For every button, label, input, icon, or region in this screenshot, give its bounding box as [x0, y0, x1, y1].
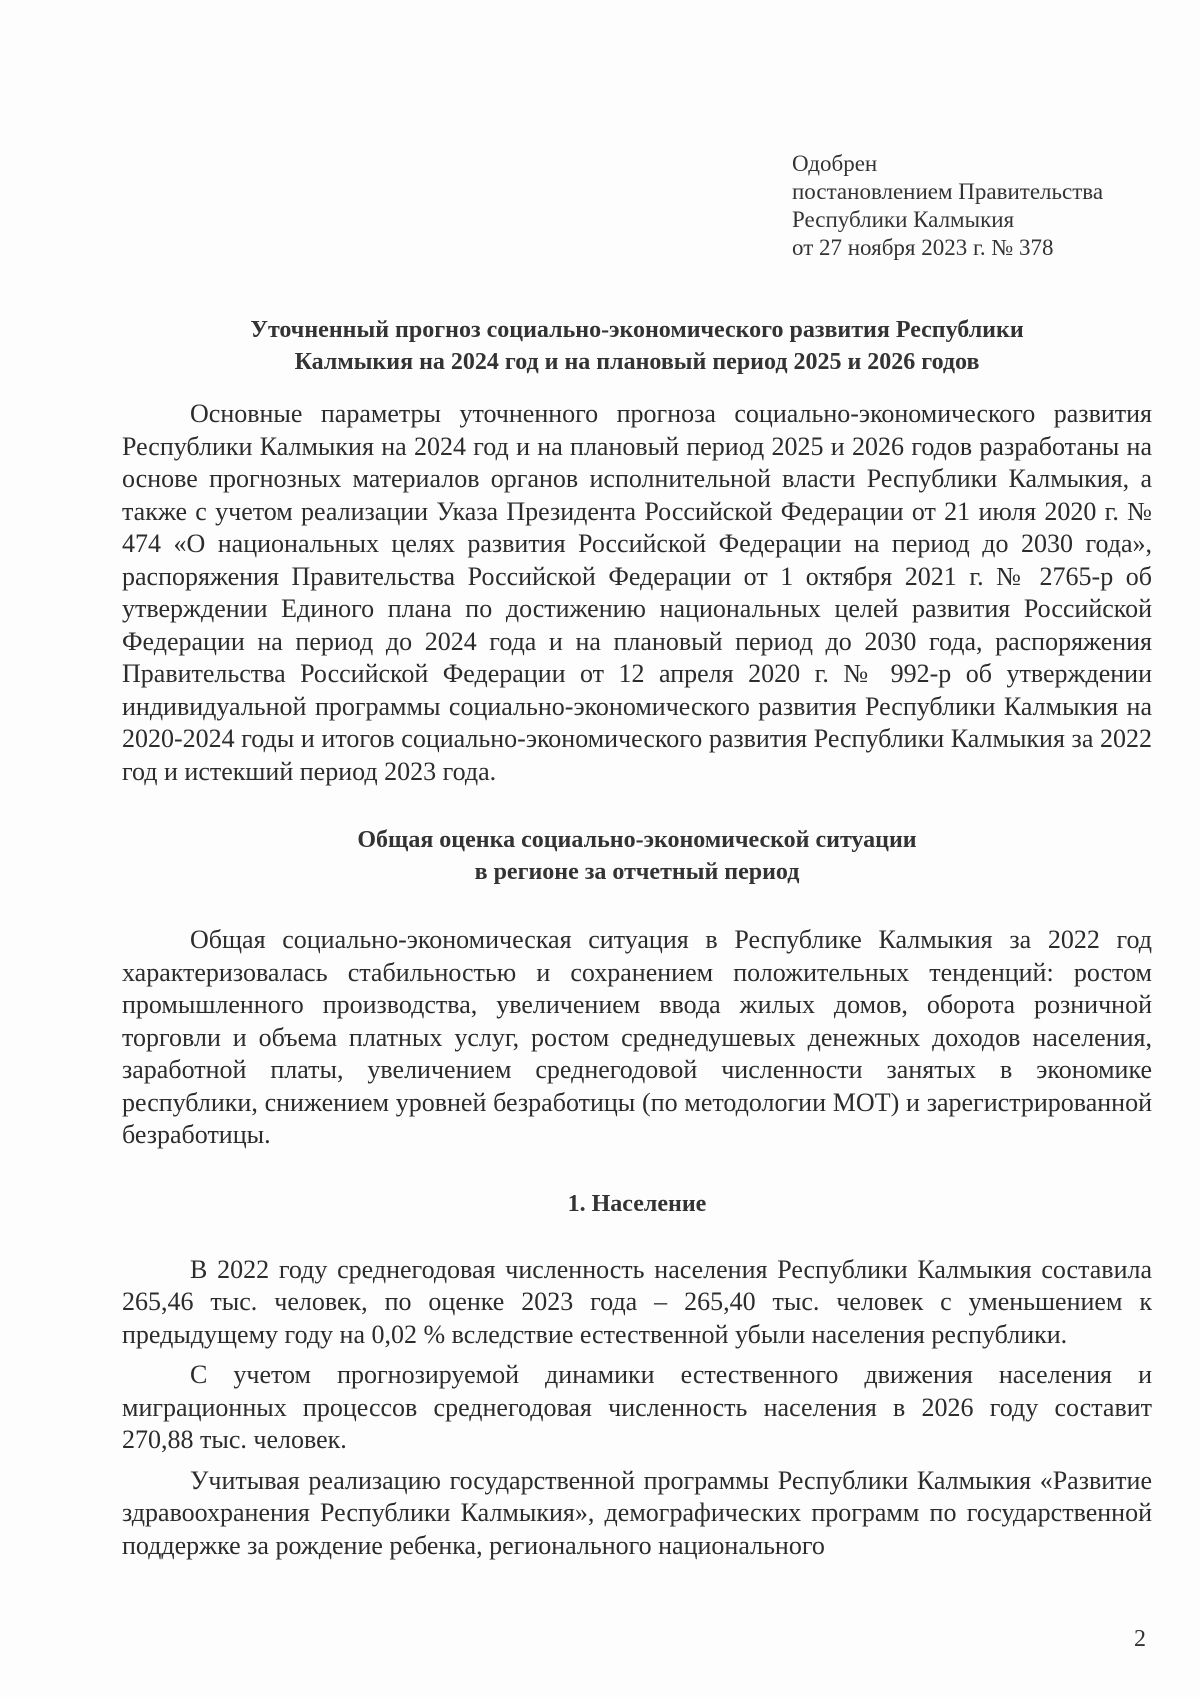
- population-paragraph: Учитывая реализацию государственной программы Республики Калмыкия «Развитие здравоохранения Республики Калмыкия», демографических программ по государственной поддержке за рождение ребенка, регионального национального: [122, 1465, 1152, 1560]
- section-title-population: 1. Население: [567, 1190, 707, 1217]
- approval-line: Одобрен: [792, 151, 878, 176]
- document-title-line: Калмыкия на 2024 год и на плановый период 2025 и 2026 годов: [294, 349, 980, 375]
- section-title-line: Общая оценка социально-экономической ситуации: [357, 827, 917, 853]
- population-paragraph: В 2022 году среднегодовая численность населения Республики Калмыкия составила 265,46 тыс. человек, по оценке 2023 года – 265,40 тыс. человек с уменьшением к предыдущему году на 0,02 % вследствие естественной убыли населения республики.: [122, 1254, 1152, 1349]
- section-title-line: в регионе за отчетный период: [474, 859, 800, 885]
- general-paragraph: Общая социально-экономическая ситуация в Республике Калмыкия за 2022 год характеризовалась стабильностью и сохранением положительных тенденций: ростом промышленного производства, увеличением ввода жилых домов, оборота розничной торговли и объема платных услуг, ростом среднедушевых денежных доходов населения, заработной платы, увеличением среднегодовой численности занятых в экономике республики, снижением уровней безработицы (по методологии МОТ) и зарегистрированной безработицы.: [122, 925, 1152, 1149]
- approval-stamp-block: [792, 150, 1103, 262]
- population-paragraph: С учетом прогнозируемой динамики естественного движения населения и миграционных процессов среднегодовая численность населения в 2026 году составит 270,88 тыс. человек.: [122, 1360, 1152, 1454]
- document-title-line: Уточненный прогноз социально-экономического развития Республики: [250, 317, 1024, 343]
- document-title: [122, 314, 1152, 378]
- approval-line: Республики Калмыкия: [792, 207, 1015, 232]
- page-number: 2: [1134, 1626, 1146, 1652]
- document-body: [122, 314, 1152, 1562]
- section-title-general: [122, 824, 1152, 888]
- approval-line: постановлением Правительства: [792, 179, 1104, 204]
- intro-paragraph: Основные параметры уточненного прогноза социально-экономического развития Республики Калмыкия на 2024 год и на плановый период 2025 и 2026 годов разработаны на основе прогнозных материалов органов исполнительной власти Республики Калмыкия, а также с учетом реализации Указа Президента Российской Федерации от 21 июля 2020 г. № 474 «О национальных целях развития Российской Федерации на период до 2030 года», распоряжения Правительства Российской Федерации от 1 октября 2021 г. № 2765-р об утверждении Единого плана по достижению национальных целей развития Российской Федерации на период до 2024 года и на плановый период до 2030 года, распоряжения Правительства Российской Федерации от 12 апреля 2020 г. № 992-р об утверждении индивидуальной программы социально-экономического развития Республики Калмыкия на 2020-2024 годы и итогов социально-экономического развития Республики Калмыкия за 2022 год и истекший период 2023 года.: [122, 399, 1152, 786]
- approval-line: от 27 ноября 2023 г. № 378: [792, 235, 1054, 260]
